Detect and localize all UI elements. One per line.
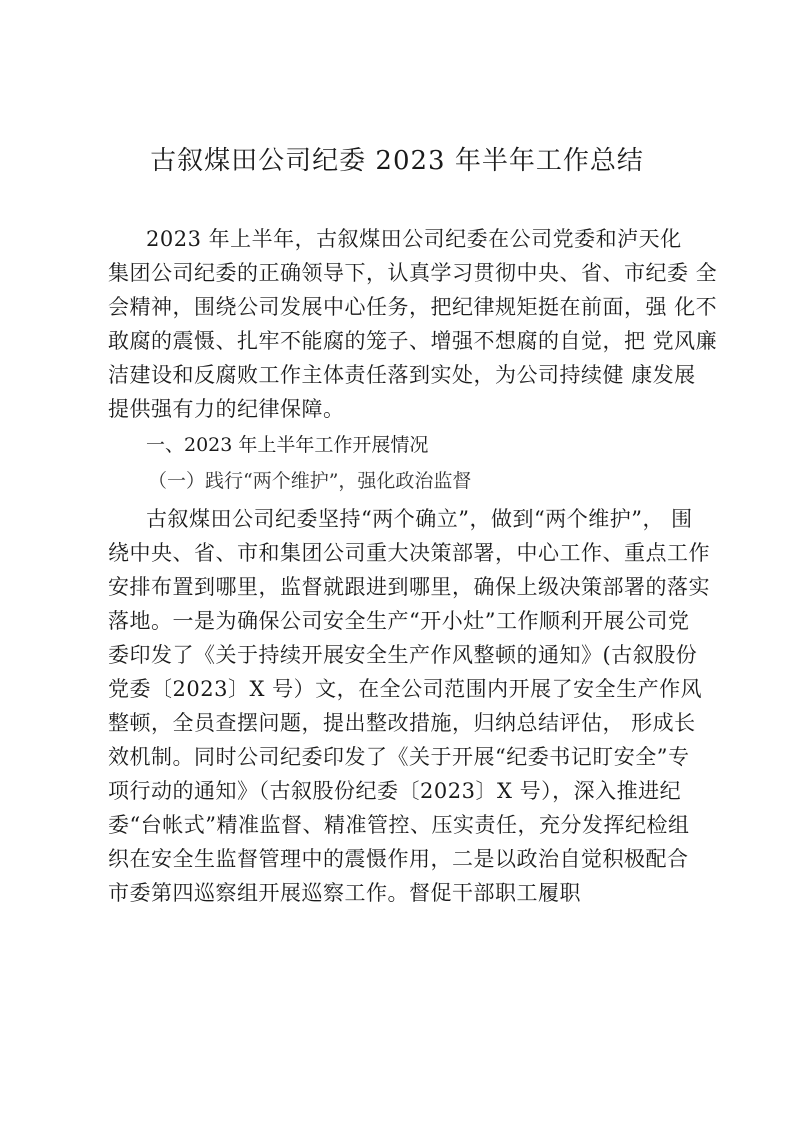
paragraph-2-line: 安排布置到哪里，监督就跟进到哪里，确保上级决策部署的落实 bbox=[108, 575, 710, 599]
paragraph-1-line: 2023 年上半年，古叙煤田公司纪委在公司党委和泸天化 bbox=[146, 227, 682, 251]
paragraph-1-line: 会精神，围绕公司发展中心任务，把纪律规矩挺在前面，强 化不 bbox=[108, 295, 718, 319]
document-title: 古叙煤田公司纪委 2023 年半年工作总结 bbox=[150, 146, 644, 176]
paragraph-2-line: 市委第四巡察组开展巡察工作。督促干部职工履职 bbox=[108, 881, 581, 905]
paragraph-2-line: 效机制。同时公司纪委印发了《关于开展“纪委书记盯安全”专 bbox=[108, 745, 690, 769]
paragraph-2-line: 织在安全生监督管理中的震慑作用，二是以政治自觉积极配合 bbox=[108, 847, 689, 871]
paragraph-2-line: 落地。一是为确保公司安全生产“开小灶”工作顺利开展公司党 bbox=[108, 609, 690, 633]
paragraph-1-line: 提供强有力的纪律保障。 bbox=[108, 397, 345, 421]
paragraph-2-line: 绕中央、省、市和集团公司重大决策部署，中心工作、重点工作 bbox=[108, 541, 710, 565]
paragraph-2-line: 委“台帐式”精准监督、精准管控、压实责任，充分发挥纪检组 bbox=[108, 813, 690, 837]
paragraph-2-line: 整顿，全员查摆问题，提出整改措施，归纳总结评估， 形成长 bbox=[108, 711, 696, 735]
paragraph-2-line: 委印发了《关于持续开展安全生产作风整顿的通知》(古叙股份 bbox=[108, 643, 698, 667]
paragraph-1-line: 集团公司纪委的正确领导下，认真学习贯彻中央、省、市纪委 全 bbox=[108, 261, 718, 285]
paragraph-1-line: 洁建设和反腐败工作主体责任落到实处，为公司持续健 康发展 bbox=[108, 363, 696, 387]
paragraph-2-line: 项行动的通知》（古叙股份纪委〔2023〕X 号），深入推进纪 bbox=[108, 779, 682, 803]
section-1-heading: 一、2023 年上半年工作开展情况 bbox=[146, 434, 429, 456]
paragraph-2-line: 古叙煤田公司纪委坚持“两个确立”，做到“两个维护”， 围 bbox=[146, 507, 693, 531]
paragraph-1-line: 敢腐的震慑、扎牢不能腐的笼子、增强不想腐的自觉，把 党风廉 bbox=[108, 329, 718, 353]
subsection-1-heading: （一）践行“两个维护”，强化政治监督 bbox=[148, 470, 472, 492]
paragraph-2-line: 党委〔2023〕X 号）文，在全公司范围内开展了安全生产作风 bbox=[108, 677, 703, 701]
